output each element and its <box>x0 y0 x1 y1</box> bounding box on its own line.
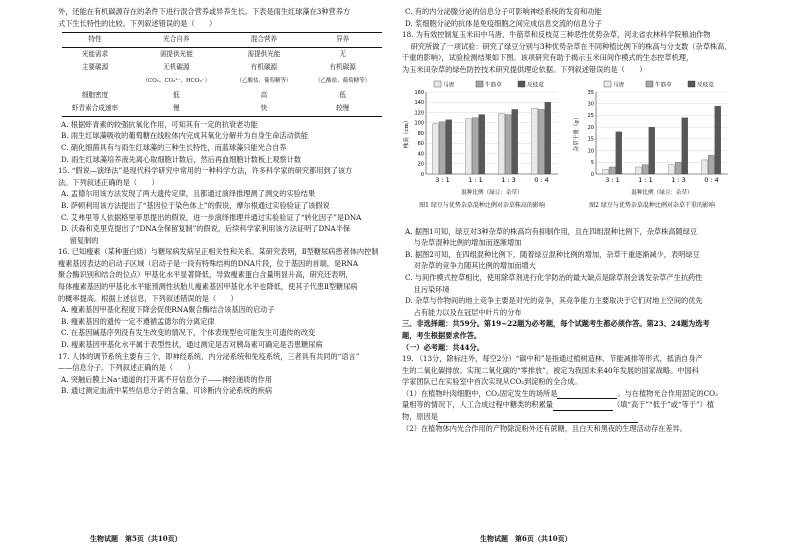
y-axis-label: 株高（cm） <box>404 117 410 148</box>
bar <box>479 114 485 173</box>
q16-option-a: A. 瘦素基因甲基化程度下降会促使RNA聚合酶结合该基因的启动子 <box>61 305 275 315</box>
q19-part-1 <box>402 388 742 400</box>
q19-stem: 学家团队已在实验室中首次实现从CO₂到淀粉的全合成。 <box>402 377 582 387</box>
table-cell: 光能需求 <box>81 49 109 58</box>
q19-stem: 19. （13分，除标注外，每空2分）“碳中和”是指通过植树造林、节能减排等形式，抵消自身产 <box>402 354 703 364</box>
required-subsection-heading: （一）必考题：共44分。 <box>402 342 484 352</box>
table-header-cell: 特性 <box>88 35 102 44</box>
bar <box>616 131 622 173</box>
y-tick-label: 160 <box>414 89 424 96</box>
x-tick-label: 1 : 1 <box>638 175 653 184</box>
answer-blank[interactable] <box>438 414 638 423</box>
table-header-row <box>62 33 382 48</box>
table-cell: 无 <box>339 49 346 58</box>
bar <box>636 167 642 174</box>
table-cell: 有机碳源 <box>329 63 356 72</box>
bar <box>512 109 518 174</box>
q18-stem: 18. 为有效控制复玉米田中马唐、牛筋草和反枝苋三种恶性优势杂草，河北省农林科学院粮油作物 <box>402 30 711 40</box>
q16-stem: 的概率提高。根据上述信息，下列叙述错误的是（ ） <box>58 293 238 303</box>
bar <box>532 108 538 174</box>
y-tick-label: 25 <box>587 112 594 119</box>
q19-part-2: （2）在植物体内光合作用的产物除淀粉外还有蔗糖，且白天和黑夜的生理活动存在差异。 <box>402 423 687 433</box>
figure-1-caption <box>402 202 562 210</box>
q17-option-a: A. 突触后膜上Na⁺通道的打开离不开信息分子——神经递质的作用 <box>61 374 273 384</box>
figures-area <box>402 78 742 226</box>
q16-stem: 每体瘦素基因的甲基化水平能预测性状胎儿瘦素基因甲基化水平也降低，使其子代患Ⅱ型糖尿病 <box>58 282 358 292</box>
page-footer-left: 生物试题 第5页（共10页） <box>90 534 182 543</box>
table-cell: （CO₂、CO₃²⁻、HCO₃⁻） <box>142 77 211 84</box>
q18-option-b-cont: 对杂草的竞争力随其比例的增加而增大 <box>413 261 536 271</box>
bar <box>472 117 478 173</box>
q19-part-1-text: 。与在植物光合作用固定的CO₂ <box>617 388 718 398</box>
q15-option-a: A. 孟德尔用该方法发现了两大遗传定律，且都通过演绎推理测了测交的实验结果 <box>61 189 316 199</box>
bar <box>466 118 472 173</box>
q18-stem: 干重的影响），试验检测结果如下图。该项研究有助于揭示玉米田间作模式的生态控草机理， <box>402 53 694 63</box>
table-cell: 低 <box>173 90 180 99</box>
q18-option-a: A. 据图1可知，绿豆对3种杂草的株高均有抑制作用，且在四组混种比例下，杂草株高随绿豆 <box>405 226 698 236</box>
y-tick-label: 15 <box>587 136 594 143</box>
table-cell: （乙酸盐、葡萄糖等） <box>315 77 371 84</box>
bar <box>708 155 714 174</box>
table-header-cell: 光合自养 <box>163 35 190 44</box>
table-row <box>62 89 382 103</box>
figure-2-label: 图2 <box>589 201 599 209</box>
y-tick-label: 60 <box>417 140 424 147</box>
figure-1-plant-height-chart <box>402 78 562 202</box>
chart-legend <box>604 80 714 88</box>
q18-option-c: C. 与间作模式控草相比，使用除草剂进行化学防治的最大缺点是除草剂会诱发杂草产生抗药性 <box>405 272 703 282</box>
bar <box>649 127 655 174</box>
bar <box>433 123 439 173</box>
y-tick-label: 30 <box>587 101 594 108</box>
table-row <box>62 102 382 116</box>
bar <box>675 162 681 174</box>
bar <box>505 114 511 173</box>
figure-2-caption <box>572 202 732 210</box>
legend-label: 牛筋草 <box>485 82 502 89</box>
bar <box>715 106 721 174</box>
q19-part-1 <box>402 399 742 411</box>
q18-stem: 为玉米田杂草的绿色防控技术研究提供理论依据。下列叙述错误的是（ ） <box>402 64 647 74</box>
bar <box>446 119 452 173</box>
y-tick-label: 35 <box>587 89 594 96</box>
y-axis-label: 杂草干重（g） <box>574 113 580 152</box>
legend-label: 牛筋草 <box>655 82 672 89</box>
figure-2-title: 绿豆与优势杂草混种比例对杂草干重的影响 <box>600 201 715 209</box>
q17-option-b: B. 通过测定血液中某些信息分子的含量，可诊断内分泌系统的疾病 <box>61 386 273 396</box>
legend-swatch <box>646 81 653 87</box>
legend-label: 马唐 <box>613 82 625 89</box>
answer-blank[interactable] <box>553 402 613 411</box>
table-header-cell: 异养 <box>336 35 350 44</box>
table-cell: 快 <box>260 104 268 113</box>
q15-stem: 法。下列叙述正确的是（ ） <box>58 177 159 187</box>
table-header-cell: 混合营养 <box>250 35 278 44</box>
table-cell: 低 <box>339 90 346 99</box>
bar <box>439 121 445 173</box>
legend-swatch <box>434 81 441 87</box>
q17-option-c: C. 有的内分泌腺分泌的信息分子可影响神经系统的发育和功能 <box>405 7 602 16</box>
bar <box>609 167 615 174</box>
q15-option-c: C. 艾弗里等人依据格里菲思提出的假说，进一步演绎推理并通过实验验证了“转化因子”是DNA <box>61 212 362 222</box>
table-cell: 无机碳源 <box>163 63 190 72</box>
legend-label: 反枝苋 <box>697 82 714 89</box>
table-cell: 细胞密度 <box>81 90 109 99</box>
table-cell: 慢 <box>173 104 180 113</box>
q19-part-1-text: 量相等的情况下，人工合成过程中糖类的积累量 <box>402 400 553 410</box>
q18-stem: 研究所做了一项试验：研究了绿豆分别与3种优势杂草在不同种植比例下的株高与分支数（杂草株高、 <box>410 41 732 51</box>
q16-stem: 16. 已知瘦素（某种蛋白质）与糖尿病发病呈正相关性和关系。某研究表明，Ⅱ型糖尿病患者体内控制 <box>58 247 379 257</box>
q18-option-c-cont: 且污染环境 <box>413 284 450 294</box>
intro-line: 式下生长特性的比较。下列叙述错误的是（ ） <box>58 18 217 28</box>
table-row <box>62 47 382 61</box>
q19-part-1-text: （填“高于”“低于”或“等于”）植 <box>612 400 715 410</box>
bar <box>538 109 544 174</box>
table-cell: 较慢 <box>336 104 350 113</box>
y-tick-label: 80 <box>417 130 424 137</box>
table-cell: 有机碳源 <box>250 63 278 72</box>
q16-stem: 聚合酶识别和结合的位点）甲基化水平显著降低，导致瘦素蛋白含量明显升高，研究还表明， <box>58 270 353 280</box>
q16-option-b: B. 瘦素基因的遗传一定不遵循孟德尔的分离定律 <box>61 316 215 326</box>
x-axis-label: 混种比例（绿豆：杂草） <box>631 189 693 196</box>
q14-option-d: D. 雨生红球藻培养液先离心取细胞计数后，然后再血细胞计数板上观察计数 <box>61 154 302 164</box>
table-cell: 高 <box>260 90 268 99</box>
table-cell: 虾青素合成速率 <box>71 104 119 113</box>
section-3-heading: 三、非选择题：共59分。第19~22题为必考题，每个试题考生都必须作答。第23、24题为选考 <box>402 319 710 329</box>
table-cell: 需提供光能 <box>247 49 281 58</box>
bar <box>702 160 708 174</box>
y-tick-label: 10 <box>587 147 594 154</box>
y-tick-label: 20 <box>587 124 594 131</box>
y-tick-label: 100 <box>414 120 424 127</box>
table-cell <box>62 75 128 89</box>
answer-blank[interactable] <box>557 390 617 399</box>
table-row <box>62 61 382 75</box>
q16-option-c: C. 在基因碱基序列没有发生改变的情况下，个体表现型也可能发生可遗传的改变 <box>61 328 316 338</box>
q19-part-1-text: 物，原因是 <box>402 412 438 422</box>
y-tick-label: 20 <box>417 161 424 168</box>
table-row <box>62 75 382 89</box>
bar <box>642 164 648 173</box>
figure-2-dry-weight-chart <box>572 78 732 202</box>
q18-option-b: B. 据图2可知，在四组混种比例下，随着绿豆混种比例的增加，杂草干重逐渐减少，表明绿豆 <box>405 249 700 259</box>
y-tick-label: 5 <box>590 159 594 166</box>
legend-swatch <box>604 81 611 87</box>
q19-stem: 生的二氧化碳排放。实现二氧化碳的“零排放”，被定为我国未来40年发展的国家战略。中国科 <box>402 365 699 375</box>
y-tick-label: 140 <box>414 99 424 106</box>
y-tick-label: 0 <box>590 171 594 178</box>
x-tick-label: 0 : 4 <box>704 175 719 184</box>
q17-option-d: D. 浆细胞分泌的抗体是免疫细胞之间完成信息交流的信息分子 <box>405 18 602 28</box>
q19-part-1-text: （1）在植物叶肉细胞中，CO₂固定发生的场所是 <box>402 388 558 398</box>
bar <box>682 117 688 173</box>
x-tick-label: 0 : 4 <box>534 175 549 184</box>
x-tick-label: 3 : 1 <box>435 175 450 184</box>
section-3-heading: 题，考生根据要求作答。 <box>402 330 482 340</box>
page-footer-right: 生物试题 第6页（共10页） <box>480 534 572 543</box>
x-tick-label: 1 : 3 <box>501 175 516 184</box>
left-column <box>58 6 390 397</box>
x-axis-label: 混种比例（绿豆：杂草） <box>461 189 523 196</box>
q14-option-c: C. 硝化细菌具有与雨生红球藻的三种生长特性，而蓝球藻只能光合自养 <box>61 142 287 152</box>
figure-1-title: 绿豆与优势杂草混种比例对杂草株高的影响 <box>430 201 545 209</box>
table-cell: 主要碳源 <box>81 63 109 72</box>
bar <box>669 164 675 173</box>
y-tick-label: 0 <box>420 171 424 178</box>
q17-stem: ——信息分子。下列叙述正确的是（ ） <box>58 363 195 373</box>
right-column <box>402 6 742 434</box>
bar <box>603 169 609 174</box>
q16-stem: 瘦素基因表达的启动子区域（启动子是一段有特殊结构的DNA片段，位于基因的首端，是RNA <box>58 258 359 268</box>
q19-part-1 <box>402 411 742 423</box>
growth-characteristics-table <box>62 32 382 117</box>
q15-option-d: D. 沃森和克里克提出了“DNA全保留复制”的假说，后续科学家利用该方法证明了DNA半保 <box>61 224 351 234</box>
x-tick-label: 1 : 1 <box>468 175 483 184</box>
chart-legend <box>434 80 544 88</box>
legend-label: 反枝苋 <box>527 82 544 89</box>
table-cell: （乙酸盐、葡萄糖等） <box>236 77 292 84</box>
figure-1-label: 图1 <box>419 201 429 209</box>
q17-stem: 17. 人体的调节系统主要有三个，即神经系统、内分泌系统和免疫系统，三者具有共同的“语言” <box>58 351 360 361</box>
q14-option-a: A. 根据虾青素的较强抗氧化作用，可知其有一定的抗衰老功能 <box>61 119 258 129</box>
q18-option-d-cont: 占有能力以及在冠层中叶片的分布 <box>413 307 522 317</box>
q15-option-d-cont: 留复制的 <box>69 235 99 245</box>
y-tick-label: 120 <box>414 109 424 116</box>
q15-stem: 15. “假说—演绎法”是现代科学研究中常用的一种科学方法，许多科学家的研究都用到了该方 <box>58 166 353 176</box>
bar <box>545 102 551 174</box>
intro-line: 外，还能在有机碳源存在的条件下进行混合营养或异养生长。下表是雨生红球藻在3种营养方 <box>58 7 351 16</box>
y-tick-label: 40 <box>417 150 424 157</box>
legend-label: 马唐 <box>443 82 455 89</box>
legend-swatch <box>518 81 525 87</box>
q16-option-d: D. 瘦素基因甲基化水平属于表型性状，通过测定是否对胰岛素可确定是否患糖尿病 <box>61 340 323 350</box>
q14-option-b: B. 雨生红球藻吸收的葡萄糖在线粒体内完成其氧化分解并为自身生命活动供能 <box>61 131 309 141</box>
q18-option-d: D. 杂草与作物间的地上竞争主要是对光的竞争，其竞争能力主要取决于它们对地上空间的优先 <box>405 296 703 306</box>
table-cell: 需提供光能 <box>159 49 193 58</box>
q18-option-a-cont: 与杂草混种比例的增加而逐渐增加 <box>413 238 522 248</box>
legend-swatch <box>476 81 483 87</box>
q15-option-b: B. 萨顿利用该方法提出了“基因位于染色体上”的假说，摩尔根通过实验验证了该假说 <box>61 200 330 210</box>
x-tick-label: 1 : 3 <box>671 175 686 184</box>
legend-swatch <box>688 81 695 87</box>
x-tick-label: 3 : 1 <box>605 175 620 184</box>
bar <box>499 113 505 173</box>
